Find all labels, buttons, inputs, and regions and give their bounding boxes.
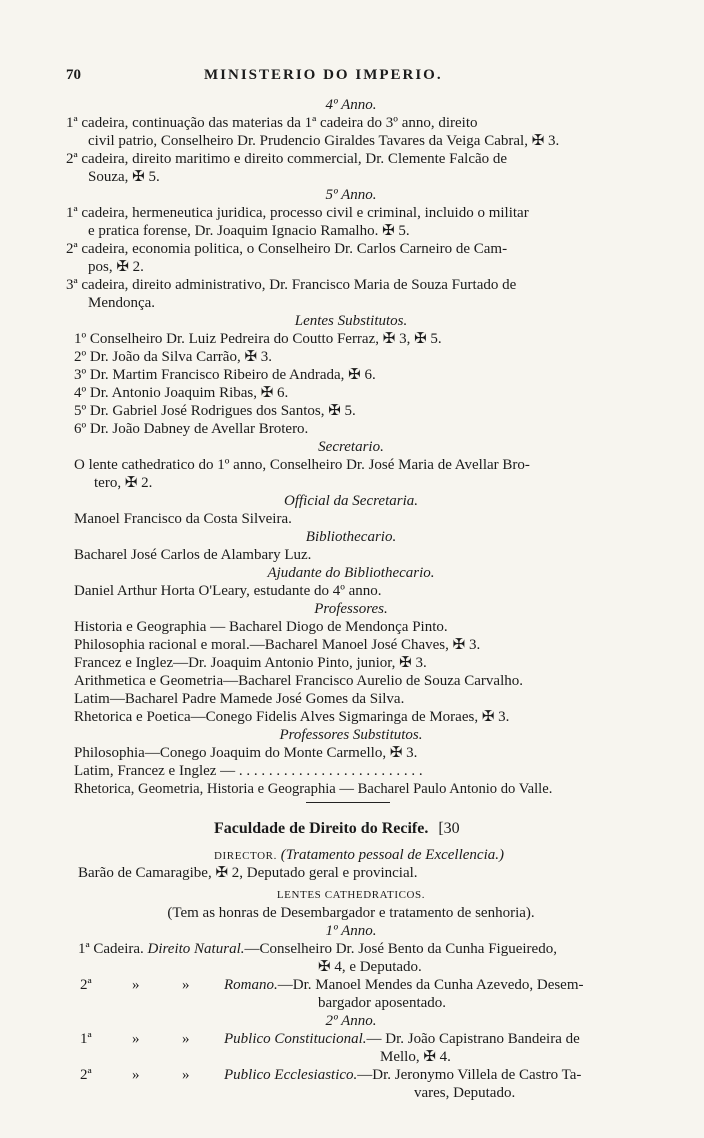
section-heading: Bibliothecario. <box>305 529 397 545</box>
lentes-heading: LENTES CATHEDRATICOS. <box>276 889 426 901</box>
chair-ordinal: 2ª <box>80 1067 92 1083</box>
text-line: 2ª cadeira, direito maritimo e direito commercial, Dr. Clemente Falcão de <box>66 151 508 167</box>
text-line: Bacharel José Carlos de Alambary Luz. <box>74 547 312 563</box>
ditto-mark: » <box>182 1031 190 1047</box>
chair-holder: —Dr. Manoel Mendes da Cunha Azevedo, Desem- <box>277 977 584 993</box>
chair-holder: —Dr. Jeronymo Villela de Castro Ta- <box>357 1067 582 1083</box>
chair-word: Cadeira. <box>93 941 144 957</box>
text-line: civil patrio, Conselheiro Dr. Prudencio Giraldes Tavares da Veiga Cabral, ✠ 3. <box>88 133 560 149</box>
text-line: 1ª cadeira, hermeneutica juridica, processo civil e criminal, incluido o militar <box>66 205 529 221</box>
text-line: 4º Dr. Antonio Joaquim Ribas, ✠ 6. <box>74 385 289 401</box>
text-line: Latim—Bacharel Padre Mamede José Gomes da Silva. <box>74 691 405 707</box>
year-heading: 2º Anno. <box>325 1013 377 1029</box>
text-line: Arithmetica e Geometria—Bacharel Francisco Aurelio de Souza Carvalho. <box>74 673 524 689</box>
section-heading: Professores. <box>314 601 388 617</box>
text-line: 1ª cadeira, continuação das materias da 1ª cadeira do 3º anno, direito <box>66 115 478 131</box>
text-line: Rhetorica e Poetica—Conego Fidelis Alves Sigmaringa de Moraes, ✠ 3. <box>74 709 510 725</box>
chair-ordinal: 1ª <box>78 941 90 957</box>
director-line: Barão de Camaragibe, ✠ 2, Deputado geral e provincial. <box>78 865 418 881</box>
ditto-mark: » <box>132 1031 140 1047</box>
text-line: O lente cathedratico do 1º anno, Conselheiro Dr. José Maria de Avellar Bro- <box>74 457 530 473</box>
section-heading: Official da Secretaria. <box>283 493 418 509</box>
section-heading: Secretario. <box>318 439 384 455</box>
chair-holder: —Conselheiro Dr. José Bento da Cunha Figueiredo, <box>244 941 557 957</box>
page-number: 70 <box>66 67 81 83</box>
chair-continuation: Mello, ✠ 4. <box>380 1049 451 1065</box>
text-line: pos, ✠ 2. <box>88 259 144 275</box>
text-line: 2º Dr. João da Silva Carrão, ✠ 3. <box>74 349 273 365</box>
section-divider <box>306 802 390 803</box>
ditto-mark: » <box>132 977 140 993</box>
running-title: MINISTERIO DO IMPERIO. <box>204 67 443 83</box>
chair-subject: Direito Natural. <box>147 941 245 957</box>
text-line: e pratica forense, Dr. Joaquim Ignacio Ramalho. ✠ 5. <box>88 223 410 239</box>
year-heading: 1º Anno. <box>325 923 377 939</box>
text-line: Philosophia racional e moral.—Bacharel Manoel José Chaves, ✠ 3. <box>74 637 481 653</box>
section-heading: Lentes Substitutos. <box>294 313 408 329</box>
honras-note: (Tem as honras de Desembargador e tratamento de senhoria). <box>167 905 535 921</box>
faculty-name: Faculdade de Direito do Recife. <box>214 820 429 837</box>
text-line: Daniel Arthur Horta O'Leary, estudante do 4º anno. <box>74 583 382 599</box>
director-note: (Tratamento pessoal de Excellencia.) <box>280 847 504 863</box>
year-heading: 5º Anno. <box>325 187 377 203</box>
chair-continuation: bargador aposentado. <box>318 995 447 1011</box>
text-line: tero, ✠ 2. <box>94 475 153 491</box>
text-line: 6º Dr. João Dabney de Avellar Brotero. <box>74 421 309 437</box>
text-line: Souza, ✠ 5. <box>88 169 160 185</box>
chair-continuation: ✠ 4, e Deputado. <box>318 959 422 975</box>
text-line: Philosophia—Conego Joaquim do Monte Carmello, ✠ 3. <box>74 745 418 761</box>
ditto-mark: » <box>132 1067 140 1083</box>
chair-continuation: vares, Deputado. <box>414 1085 516 1101</box>
text-line: Francez e Inglez—Dr. Joaquim Antonio Pinto, junior, ✠ 3. <box>74 655 427 671</box>
text-line: Latim, Francez e Inglez — . . . . . . . . . . . . . . . . . . . . . . . . . <box>74 763 423 779</box>
text-line: 1º Conselheiro Dr. Luiz Pedreira do Coutto Ferraz, ✠ 3, ✠ 5. <box>74 331 442 347</box>
section-heading: Ajudante do Bibliothecario. <box>267 565 435 581</box>
ditto-mark: » <box>182 977 190 993</box>
chair-subject: Publico Ecclesiastico. <box>224 1067 358 1083</box>
section-heading: Professores Substitutos. <box>279 727 423 743</box>
chair-ordinal: 2ª <box>80 977 92 993</box>
ditto-mark: » <box>182 1067 190 1083</box>
text-line: Manoel Francisco da Costa Silveira. <box>74 511 292 527</box>
chair-subject: Publico Constitucional. <box>224 1031 367 1047</box>
page-count-marker: [30 <box>438 820 460 837</box>
chair-subject: Romano. <box>224 977 278 993</box>
text-line: Historia e Geographia — Bacharel Diogo de Mendonça Pinto. <box>74 619 448 635</box>
faculty-title <box>214 820 460 838</box>
text-line: Mendonça. <box>88 295 156 311</box>
chair-holder: — Dr. João Capistrano Bandeira de <box>366 1031 580 1047</box>
director-label: DIRECTOR. <box>214 850 277 862</box>
year-heading: 4º Anno. <box>325 97 377 113</box>
text-line: 3ª cadeira, direito administrativo, Dr. Francisco Maria de Souza Furtado de <box>66 277 517 293</box>
chair-ordinal: 1ª <box>80 1031 92 1047</box>
director-heading <box>214 846 504 865</box>
text-line: 3º Dr. Martim Francisco Ribeiro de Andrada, ✠ 6. <box>74 367 376 383</box>
text-line: 5º Dr. Gabriel José Rodrigues dos Santos, ✠ 5. <box>74 403 356 419</box>
text-line: Rhetorica, Geometria, Historia e Geographia — Bacharel Paulo Antonio do Valle. <box>74 781 553 797</box>
text-line: 2ª cadeira, economia politica, o Conselheiro Dr. Carlos Carneiro de Cam- <box>66 241 508 257</box>
chair-row <box>78 940 557 958</box>
